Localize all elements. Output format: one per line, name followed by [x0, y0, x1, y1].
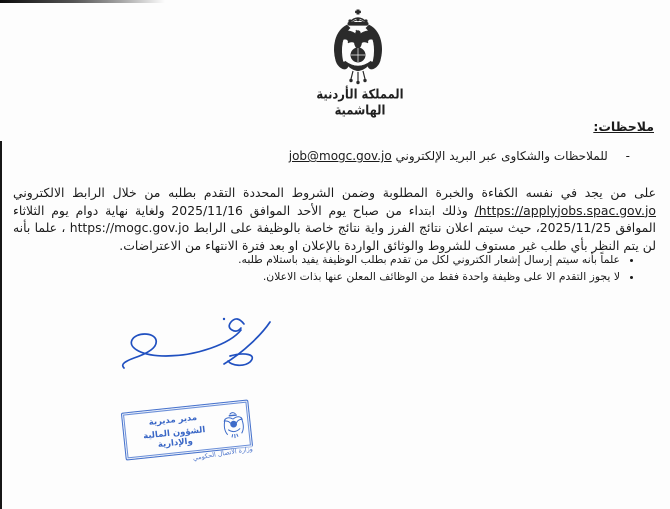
- scan-artifact-top-edge: [0, 0, 165, 3]
- paragraph-run: وذلك ابتداء من صباح يوم الأحد الموافق: [242, 202, 475, 218]
- list-item: • لا يجوز التقدم الا على وظيفة واحدة فقط من الوظائف المعلن عنها بذات الاعلان.: [238, 268, 620, 285]
- jordan-coat-of-arms-icon: [327, 9, 389, 87]
- list-dash: -: [625, 149, 630, 163]
- notes-bullet-list: [238, 251, 634, 285]
- handwritten-signature: [112, 310, 292, 376]
- paragraph-run: ، حيث سيتم اعلان نتائج الفرز واية نتائج خاصة بالوظيفة على الرابط: [189, 220, 540, 236]
- stamp-footer-text: وزارة الاتصال الحكومي: [192, 445, 253, 463]
- contact-text: للملاحظات والشكاوى عبر البريد الإلكتروني: [395, 149, 608, 163]
- stamp-title-line1: مدير مديرية: [148, 412, 198, 428]
- apply-portal-link[interactable]: /https://applyjobs.spac.gov.jo: [474, 202, 656, 218]
- paragraph-run: ولغاية نهاية دوام يوم الثلاثاء الموافق: [13, 202, 656, 236]
- list-item: • علماً بأنه سيتم إرسال إشعار الكتروني لكل من تقدم بطلب الوظيفة يفيد باستلام طلبه.: [238, 251, 620, 268]
- paragraph-run: على من يجد في نفسه الكفاءة والخبرة المطلوبة وضمن الشروط المحددة التقدم بطلبه من خلال الرابط الالكتروني: [13, 185, 656, 200]
- stamp-coat-of-arms-icon: [220, 409, 247, 441]
- stamp-text: [127, 410, 222, 452]
- notes-heading: ملاحظات:: [593, 119, 654, 134]
- contact-line: [289, 149, 630, 163]
- ministry-site-link[interactable]: https://mogc.gov.jo: [69, 220, 190, 236]
- announcement-paragraph: [13, 184, 656, 254]
- contact-email-link[interactable]: job@mogc.gov.jo: [288, 149, 392, 163]
- stamp-title-line2: الشؤون المالية والإدارية: [142, 424, 206, 450]
- scan-artifact-left-edge: [0, 141, 2, 509]
- official-stamp: [121, 399, 253, 463]
- country-title-calligraphy: المملكة الأردنية الهاشمية: [316, 85, 404, 119]
- paragraph-run: 2025/11/16: [171, 202, 243, 218]
- paragraph-run: 2025/11/25: [539, 220, 612, 236]
- paragraph-run: ، علما بأنه لن يتم النظر بأي طلب غير مستوف للشروط والوثائق الواردة بالإعلان او بعد فترة الانتهاء من الاعتراضات.: [13, 220, 656, 253]
